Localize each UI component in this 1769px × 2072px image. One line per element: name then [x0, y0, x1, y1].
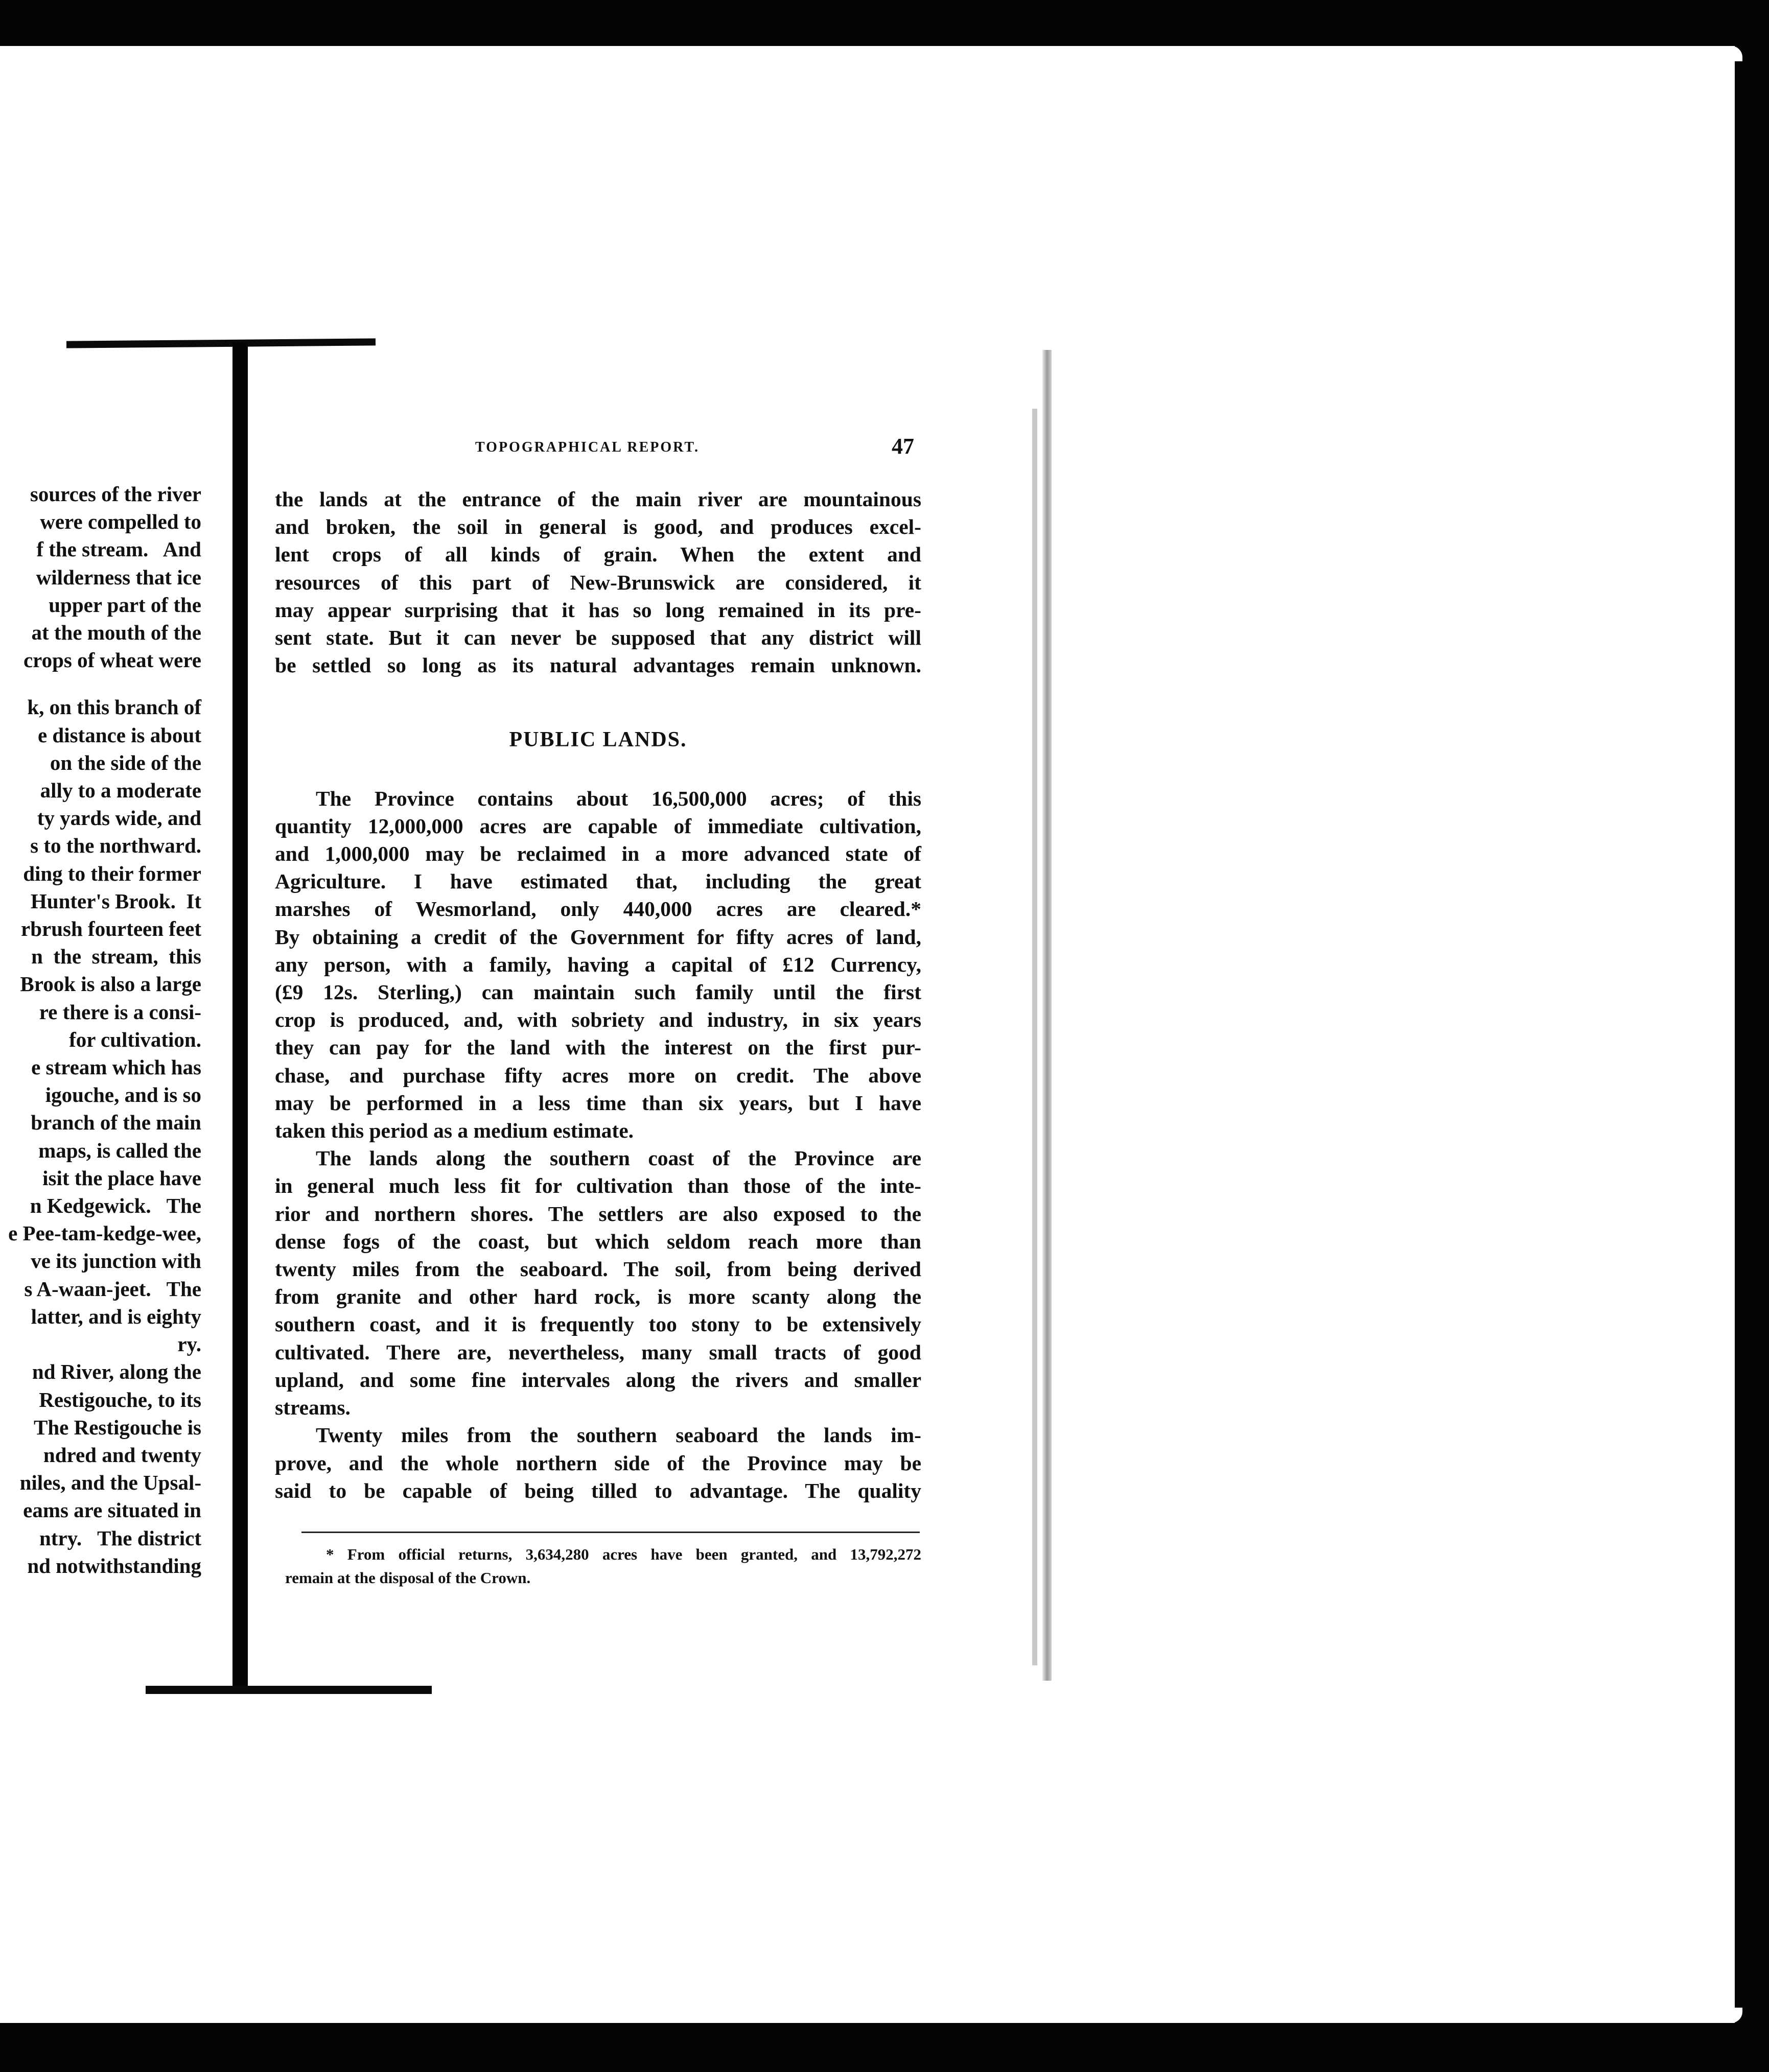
- text-line: niles, and the Upsal-: [19, 1471, 201, 1495]
- text-line: ntry. The district: [39, 1526, 201, 1550]
- previous-page-fragment: [0, 480, 204, 1594]
- text-line: nd notwithstanding: [27, 1553, 201, 1577]
- text-line: n Kedgewick. The: [30, 1194, 201, 1218]
- paragraph-public-lands-2: [275, 1144, 921, 1421]
- text-line: chase, and purchase fifty acres more on credit. The above: [275, 1063, 921, 1087]
- text-line: The Province contains about 16,500,000 acres; of this: [316, 786, 921, 810]
- text-line: ty yards wide, and: [37, 806, 201, 830]
- text-line: prove, and the whole northern side of the Province may be: [275, 1451, 921, 1475]
- text-line: crops of wheat were: [23, 648, 201, 672]
- text-line: latter, and is eighty: [31, 1304, 201, 1328]
- text-line: any person, with a family, having a capital of £12 Currency,: [275, 952, 921, 976]
- text-line: southern coast, and it is frequently too stony to be extensively: [275, 1312, 921, 1336]
- intro-paragraph: [275, 485, 921, 679]
- running-head: [266, 434, 922, 465]
- text-line: twenty miles from the seaboard. The soil, from being derived: [275, 1257, 921, 1281]
- text-line: crop is produced, and, with sobriety and industry, in six years: [275, 1008, 921, 1032]
- text-line: k, on this branch of: [27, 695, 201, 719]
- binding-shadow: [66, 338, 376, 348]
- text-line: the lands at the entrance of the main river are mountainous: [275, 487, 921, 511]
- text-line: igouche, and is so: [45, 1083, 201, 1107]
- text-line: marshes of Wesmorland, only 440,000 acres are cleared.*: [275, 897, 921, 921]
- text-line: remain at the disposal of the Crown.: [285, 1569, 531, 1587]
- page-edge-shadow: [1032, 409, 1037, 1665]
- text-line: from granite and other hard rock, is more scanty along the: [275, 1285, 921, 1309]
- text-line: upland, and some fine intervales along the rivers and smaller: [275, 1368, 921, 1392]
- section-title: PUBLIC LANDS.: [509, 728, 687, 752]
- scan-border-bottom: [0, 2023, 1769, 2072]
- text-line: sent state. But it can never be supposed that any district will: [275, 626, 921, 650]
- text-line: rbrush fourteen feet: [21, 917, 201, 941]
- binding-shadow: [146, 1686, 432, 1694]
- page-number: 47: [892, 434, 914, 459]
- scan-border-right: [1735, 46, 1769, 2023]
- paragraph-public-lands-1: [275, 785, 921, 1145]
- text-line: The lands along the southern coast of the Province are: [316, 1146, 921, 1170]
- text-line: may be performed in a less time than six years, but I have: [275, 1091, 921, 1115]
- text-line: s to the northward.: [30, 834, 201, 858]
- text-line: and broken, the soil in general is good, and produces excel-: [275, 515, 921, 539]
- text-line: resources of this part of New-Brunswick are considered, it: [275, 570, 921, 594]
- text-line: The Restigouche is: [34, 1415, 201, 1439]
- running-title: TOPOGRAPHICAL REPORT.: [475, 439, 700, 455]
- text-line: Restigouche, to its: [39, 1387, 201, 1411]
- text-line: nd River, along the: [32, 1360, 201, 1384]
- text-line: taken this period as a medium estimate.: [275, 1119, 634, 1143]
- text-line: may appear surprising that it has so long remained in its pre-: [275, 598, 921, 622]
- text-line: for cultivation.: [69, 1027, 201, 1051]
- text-line: e stream which has: [31, 1055, 201, 1079]
- text-line: rior and northern shores. The settlers are also exposed to the: [275, 1202, 921, 1226]
- text-line: e distance is about: [37, 723, 201, 747]
- page-47: [266, 424, 922, 1599]
- text-line: Agriculture. I have estimated that, including the great: [275, 869, 921, 893]
- text-line: cultivated. There are, nevertheless, many small tracts of good: [275, 1340, 921, 1364]
- paragraph-gap: [0, 674, 201, 693]
- text-line: re there is a consi-: [39, 1000, 201, 1024]
- text-line: (£9 12s. Sterling,) can maintain such family until the first: [275, 980, 921, 1004]
- text-line: isit the place have: [42, 1166, 201, 1190]
- text-line: ve its junction with: [31, 1249, 201, 1273]
- text-line: Twenty miles from the southern seaboard the lands im-: [316, 1423, 921, 1447]
- text-line: in general much less fit for cultivation than those of the inte-: [275, 1174, 921, 1198]
- text-line: said to be capable of being tilled to advantage. The quality: [275, 1478, 921, 1502]
- text-line: eams are situated in: [23, 1498, 201, 1522]
- text-line: lent crops of all kinds of grain. When the extent and: [275, 543, 921, 567]
- text-line: Brook is also a large: [20, 972, 201, 996]
- text-line: they can pay for the land with the interest on the first pur-: [275, 1035, 921, 1059]
- text-line: quantity 12,000,000 acres are capable of immediate cultivation,: [275, 814, 921, 838]
- scan-border-top: [0, 0, 1769, 46]
- text-line: wilderness that ice: [36, 565, 201, 589]
- text-line: were compelled to: [40, 510, 201, 534]
- text-line: ding to their former: [23, 861, 201, 885]
- text-line: * From official returns, 3,634,280 acres have been granted, and 13,792,272: [326, 1545, 921, 1563]
- footnote: [285, 1543, 921, 1590]
- footnote-rule: [301, 1532, 920, 1533]
- binding-shadow: [232, 342, 248, 1688]
- text-line: and 1,000,000 may be reclaimed in a more advanced state of: [275, 842, 921, 866]
- text-line: By obtaining a credit of the Government for fifty acres of land,: [275, 925, 921, 949]
- text-line: ndred and twenty: [43, 1443, 201, 1467]
- text-line: ry.: [177, 1332, 201, 1356]
- text-line: sources of the river: [30, 482, 201, 506]
- text-line: branch of the main: [31, 1111, 201, 1135]
- previous-page-text: [0, 480, 201, 1580]
- text-line: dense fogs of the coast, but which seldom reach more than: [275, 1229, 921, 1253]
- text-line: streams.: [275, 1396, 351, 1420]
- text-line: at the mouth of the: [31, 621, 201, 645]
- text-line: s A-waan-jeet. The: [24, 1277, 201, 1301]
- text-line: f the stream. And: [36, 537, 201, 561]
- paragraph-public-lands-3: [275, 1421, 921, 1504]
- text-line: be settled so long as its natural advantages remain unknown.: [275, 653, 921, 677]
- text-line: upper part of the: [49, 593, 201, 617]
- page-edge: [1042, 350, 1052, 1681]
- body-text: [275, 485, 921, 1504]
- text-line: Hunter's Brook. It: [30, 889, 201, 913]
- text-line: n the stream, this: [31, 945, 201, 969]
- text-line: on the side of the: [50, 750, 201, 774]
- text-line: maps, is called the: [38, 1138, 201, 1162]
- text-line: e Pee-tam-kedge-wee,: [8, 1221, 201, 1245]
- text-line: ally to a moderate: [40, 779, 201, 803]
